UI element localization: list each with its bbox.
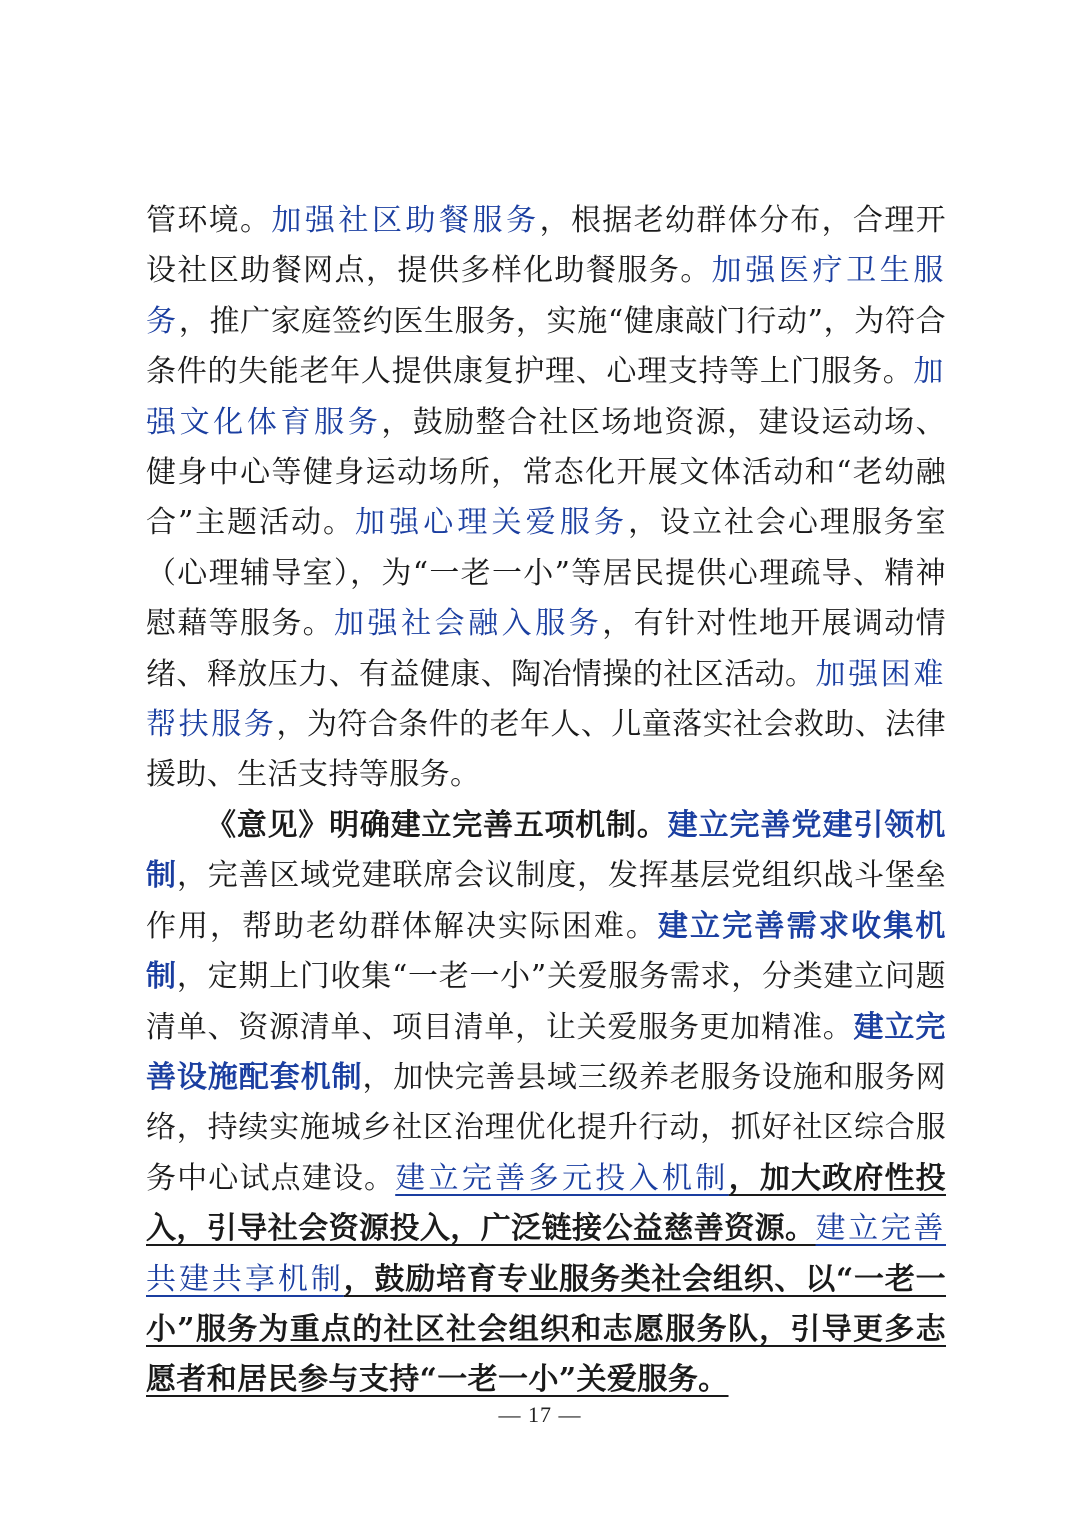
paragraph-lead: 《意见》明确建立完善五项机制。 — [206, 807, 668, 843]
heading-facility-support-mechanism: 建立完善设施配套机制 — [146, 1009, 946, 1095]
text-segment-underlined: ，加大政府性投入，引导社会资源投入，广泛链接公益慈善资源。 — [146, 1160, 946, 1247]
heading-meal-service: 加强社区助餐服务 — [271, 203, 540, 238]
paragraph-mechanisms — [146, 801, 946, 1406]
text-segment: ，根据老幼群体分布，合理开设社区助餐网点，提供多样化助餐服务。 — [146, 203, 946, 289]
paragraph-services — [146, 196, 946, 801]
text-segment: ，加快完善县域三级养老服务设施和服务网络，持续实施城乡社区治理优化提升行动，抓好社区综合服务中心试点建设。 — [146, 1059, 946, 1196]
text-segment: ，推广家庭签约医生服务，实施“健康敲门行动”，为符合条件的失能老年人提供康复护理、心理支持等上门服务。 — [146, 303, 946, 390]
heading-psychological-care-service: 加强心理关爱服务 — [354, 505, 629, 541]
page-number: — 17 — — [498, 1402, 582, 1427]
text-segment: ，有针对性地开展调动情绪、释放压力、有益健康、陶冶情操的社区活动。 — [146, 606, 946, 692]
text-segment: ，鼓励整合社区场地资源，建设运动场、健身中心等健身运动场所，常态化开展文体活动和“老幼融合”主题活动。 — [146, 404, 946, 541]
heading-culture-sports-service: 加强文化体育服务 — [146, 354, 946, 440]
text-segment: 管环境。 — [146, 203, 272, 238]
document-body — [146, 196, 946, 1406]
heading-diversified-investment-mechanism: 建立完善多元投入机制 — [395, 1160, 729, 1196]
heading-hardship-assistance-service: 加强困难帮扶服务 — [146, 656, 946, 743]
heading-social-integration-service: 加强社会融入服务 — [334, 606, 603, 642]
heading-medical-service: 加强医疗卫生服务 — [146, 253, 947, 339]
heading-co-construction-sharing-mechanism: 建立完善共建共享机制 — [146, 1211, 946, 1297]
text-segment: ，为符合条件的老年人、儿童落实社会救助、法律援助、生活支持等服务。 — [146, 707, 946, 793]
text-segment-underlined: ，鼓励培育专业服务类社会组织、以“一老一小”服务为重点的社区社会组织和志愿服务队，引导更多志愿者和居民参与支持“一老一小”关爱服务。 — [146, 1261, 946, 1398]
heading-party-leadership-mechanism: 建立完善党建引领机制 — [146, 807, 946, 894]
text-segment: ，定期上门收集“一老一小”关爱服务需求，分类建立问题清单、资源清单、项目清单，让关爱服务更加精准。 — [146, 959, 946, 1045]
text-segment: ，完善区域党建联席会议制度，发挥基层党组织战斗堡垒作用，帮助老幼群体解决实际困难。 — [146, 858, 946, 944]
text-segment: ，设立社会心理服务室（心理辅导室），为“一老一小”等居民提供心理疏导、精神慰藉等服务。 — [146, 505, 947, 642]
heading-demand-collection-mechanism: 建立完善需求收集机制 — [146, 908, 946, 995]
